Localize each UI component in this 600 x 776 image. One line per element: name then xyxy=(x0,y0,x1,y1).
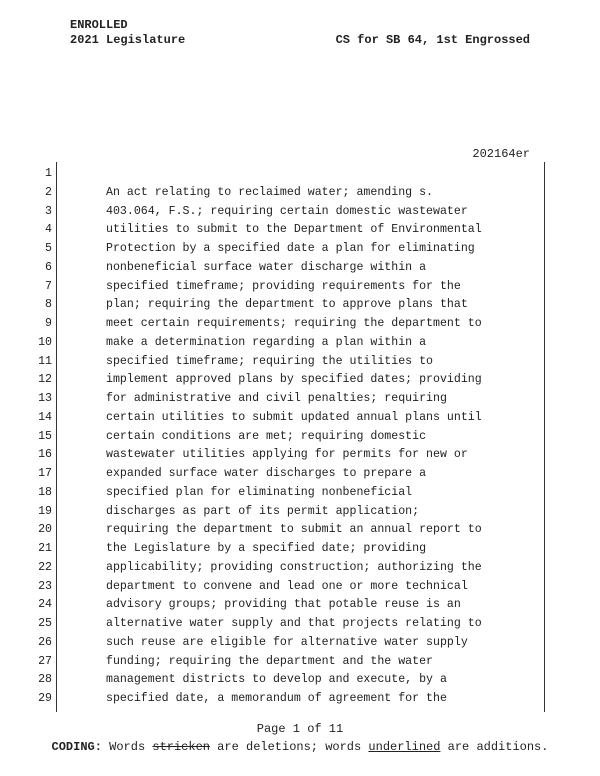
text-line xyxy=(0,428,600,447)
line-text: alternative water supply and that projects relating to xyxy=(106,617,482,630)
coding-label: CODING: xyxy=(51,740,102,754)
line-number: 22 xyxy=(38,560,52,574)
line-number: 20 xyxy=(38,523,52,537)
page-number: Page 1 of 11 xyxy=(256,722,344,736)
line-number: 24 xyxy=(38,598,52,612)
text-line xyxy=(0,409,600,428)
text-line xyxy=(0,315,600,334)
text-line xyxy=(0,446,600,465)
line-number: 21 xyxy=(38,542,52,555)
coding-stricken: stricken xyxy=(152,740,210,754)
line-text: funding; requiring the department and the water xyxy=(106,654,433,668)
text-line xyxy=(0,353,600,372)
text-line xyxy=(0,596,600,615)
legislature-label: 2021 Legislature xyxy=(70,33,186,47)
line-text: make a determination regarding a plan within a xyxy=(106,335,427,349)
text-line xyxy=(0,484,600,503)
line-text: wastewater utilities applying for permits for new or xyxy=(106,448,468,462)
line-text: advisory groups; providing that potable reuse is an xyxy=(106,598,461,612)
line-text: utilities to submit to the Department of Environmental xyxy=(106,223,482,237)
text-line xyxy=(0,334,600,353)
text-line xyxy=(0,259,600,278)
coding-end: are additions. xyxy=(440,740,549,754)
text-line xyxy=(0,371,600,390)
text-line xyxy=(0,634,600,653)
line-text: management districts to develop and execute, by a xyxy=(106,673,447,687)
text-line xyxy=(0,503,600,522)
line-number: 19 xyxy=(38,504,52,518)
line-number: 14 xyxy=(38,410,52,424)
line-number: 12 xyxy=(38,373,52,387)
text-line xyxy=(0,540,600,559)
line-text: meet certain requirements; requiring the department to xyxy=(106,317,482,330)
line-text: the Legislature by a specified date; providing xyxy=(106,542,427,555)
line-number: 16 xyxy=(38,448,52,462)
line-text: nonbeneficial surface water discharge within a xyxy=(106,260,427,274)
line-text: 403.064, F.S.; requiring certain domestic wastewater xyxy=(106,204,468,218)
line-number: 29 xyxy=(38,692,52,705)
coding-words: Words xyxy=(101,740,153,754)
line-text: plan; requiring the department to approve plans that xyxy=(106,298,468,312)
line-number: 18 xyxy=(38,485,52,499)
line-number: 6 xyxy=(45,260,52,274)
line-number: 23 xyxy=(38,579,52,593)
line-number: 13 xyxy=(38,392,52,405)
text-line xyxy=(0,184,600,203)
text-line xyxy=(0,240,600,259)
line-text: specified plan for eliminating nonbeneficial xyxy=(106,485,413,499)
text-line xyxy=(0,296,600,315)
line-number: 8 xyxy=(45,298,52,312)
line-number: 11 xyxy=(38,354,52,368)
line-number: 4 xyxy=(45,223,52,237)
line-text: specified timeframe; requiring the utilities to xyxy=(106,354,433,368)
coding-legend xyxy=(0,740,600,754)
text-line xyxy=(0,465,600,484)
line-text: applicability; providing construction; authorizing the xyxy=(106,560,482,574)
line-number: 27 xyxy=(38,654,52,668)
text-line xyxy=(0,390,600,409)
document-code: 202164er xyxy=(472,147,530,161)
line-number: 1 xyxy=(45,167,52,180)
line-number: 26 xyxy=(38,635,52,649)
line-number: 17 xyxy=(38,467,52,480)
bill-text-lines xyxy=(0,165,600,709)
text-line xyxy=(0,690,600,709)
line-number: 28 xyxy=(38,673,52,687)
text-line xyxy=(0,615,600,634)
line-text: certain conditions are met; requiring domestic xyxy=(106,429,427,443)
text-line xyxy=(0,278,600,297)
line-text: department to convene and lead one or more technical xyxy=(106,579,468,593)
line-text: for administrative and civil penalties; requiring xyxy=(106,392,447,405)
line-number: 10 xyxy=(38,335,52,349)
line-text: specified date, a memorandum of agreement for the xyxy=(106,692,447,705)
text-line xyxy=(0,521,600,540)
line-number: 7 xyxy=(45,279,52,293)
line-text: requiring the department to submit an annual report to xyxy=(106,523,482,537)
line-number: 2 xyxy=(45,185,52,199)
line-text: expanded surface water discharges to prepare a xyxy=(106,467,427,480)
text-line xyxy=(0,671,600,690)
line-text: such reuse are eligible for alternative water supply xyxy=(106,635,468,649)
line-text: discharges as part of its permit application; xyxy=(106,504,420,518)
text-line xyxy=(0,165,600,184)
enrolled-status: ENROLLED xyxy=(70,18,128,32)
text-line xyxy=(0,578,600,597)
coding-underlined: underlined xyxy=(368,740,441,754)
text-line xyxy=(0,653,600,672)
line-number: 5 xyxy=(45,242,52,255)
line-text: Protection by a specified date a plan for eliminating xyxy=(106,242,475,255)
coding-mid: are deletions; words xyxy=(209,740,369,754)
text-line xyxy=(0,221,600,240)
bill-label: CS for SB 64, 1st Engrossed xyxy=(335,33,530,47)
line-text: certain utilities to submit updated annual plans until xyxy=(106,410,482,424)
line-number: 9 xyxy=(45,317,52,330)
line-number: 15 xyxy=(38,429,52,443)
text-line xyxy=(0,203,600,222)
line-number: 25 xyxy=(38,617,52,630)
line-text: An act relating to reclaimed water; amending s. xyxy=(106,185,433,199)
line-text: specified timeframe; providing requirements for the xyxy=(106,279,461,293)
line-number: 3 xyxy=(45,204,52,218)
text-line xyxy=(0,559,600,578)
line-text: implement approved plans by specified dates; providing xyxy=(106,373,482,387)
